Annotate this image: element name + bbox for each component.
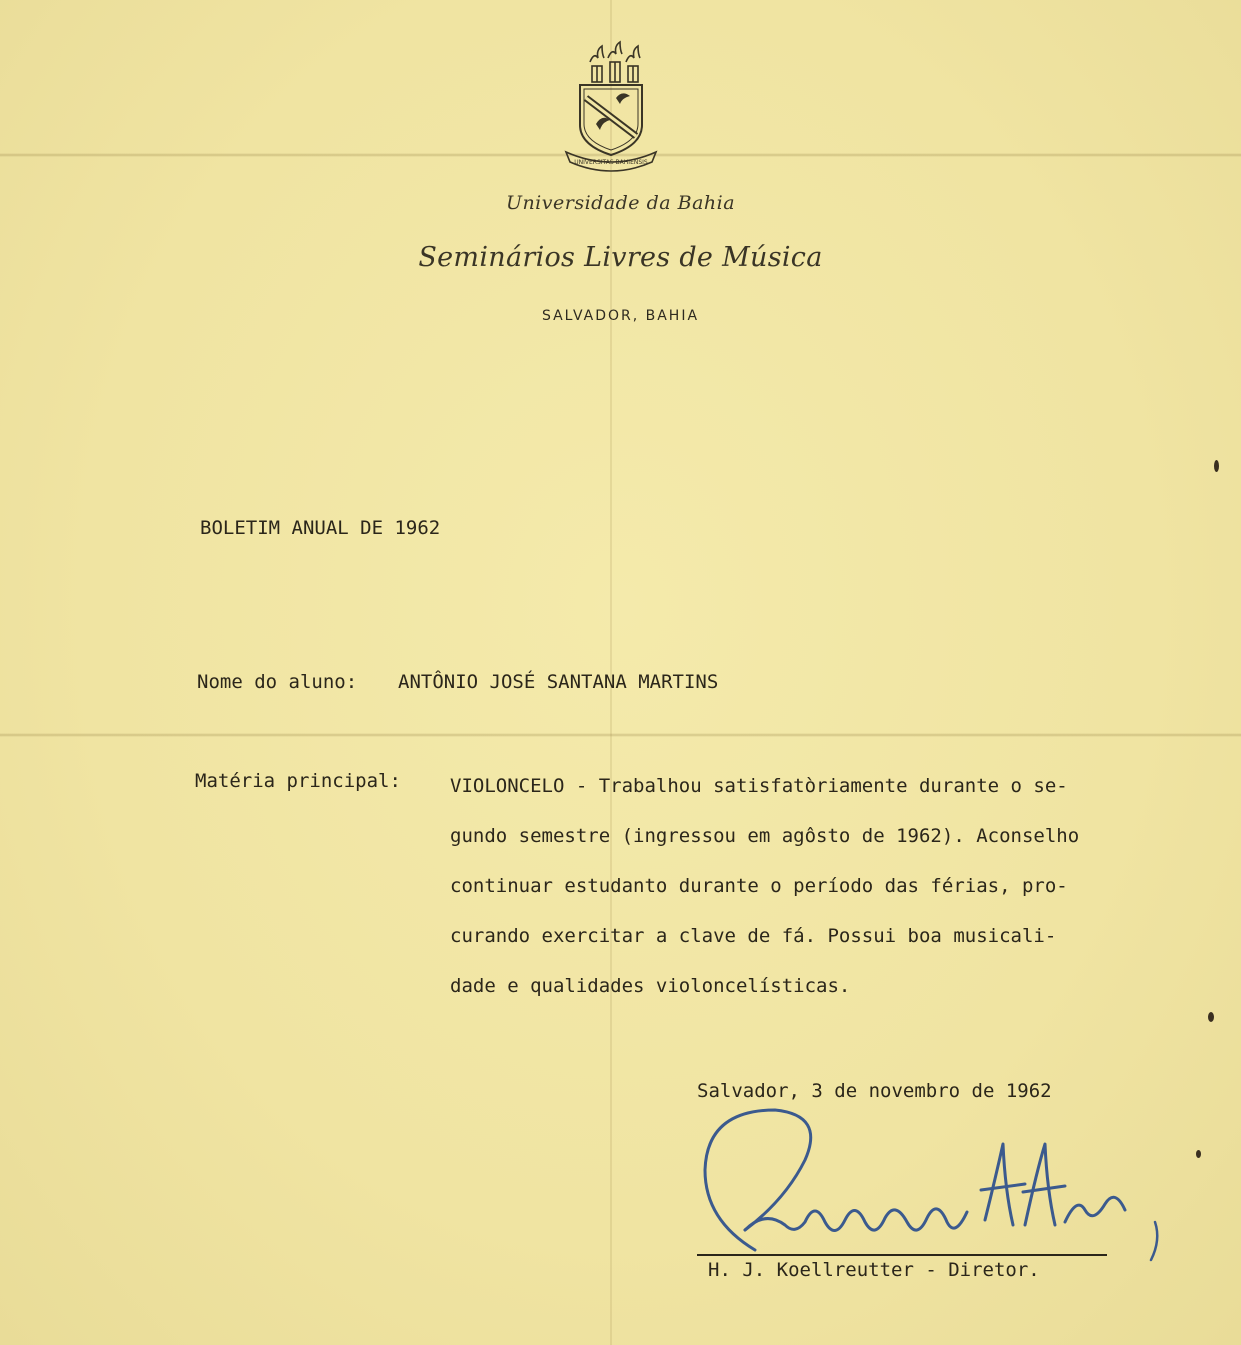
evaluation-line: VIOLONCELO - Trabalhou satisfatòriamente durante o se- — [450, 775, 1068, 797]
signature-line — [697, 1254, 1107, 1256]
paper-speck — [1214, 460, 1219, 472]
paper-speck — [1208, 1012, 1214, 1022]
evaluation-text — [450, 775, 1079, 1025]
evaluation-line: gundo semestre (ingressou em agôsto de 1962). Aconselho — [450, 825, 1080, 847]
crest-motto: UNIVERSITAS BAHIENSIS — [574, 159, 648, 166]
report-title: BOLETIM ANUAL DE 1962 — [200, 517, 441, 539]
subject-label: Matéria principal: — [195, 770, 401, 792]
student-name-label: Nome do aluno: — [197, 671, 358, 693]
evaluation-line: continuar estudanto durante o período das férias, pro- — [450, 875, 1068, 897]
place-date: Salvador, 3 de novembro de 1962 — [697, 1080, 1052, 1102]
university-name: Universidade da Bahia — [505, 192, 736, 214]
letterhead-city: SALVADOR, BAHIA — [541, 308, 700, 324]
student-name: ANTÔNIO JOSÉ SANTANA MARTINS — [398, 671, 719, 693]
institution-name: Seminários Livres de Música — [418, 242, 823, 273]
signer-name: H. J. Koellreutter - Diretor. — [708, 1259, 1040, 1281]
evaluation-line: dade e qualidades violoncelísticas. — [450, 975, 851, 997]
university-crest-icon — [560, 40, 660, 175]
fold-line-middle — [0, 733, 1241, 737]
evaluation-line: curando exercitar a clave de fá. Possui boa musicali- — [450, 925, 1057, 947]
paper-speck — [1196, 1150, 1201, 1158]
